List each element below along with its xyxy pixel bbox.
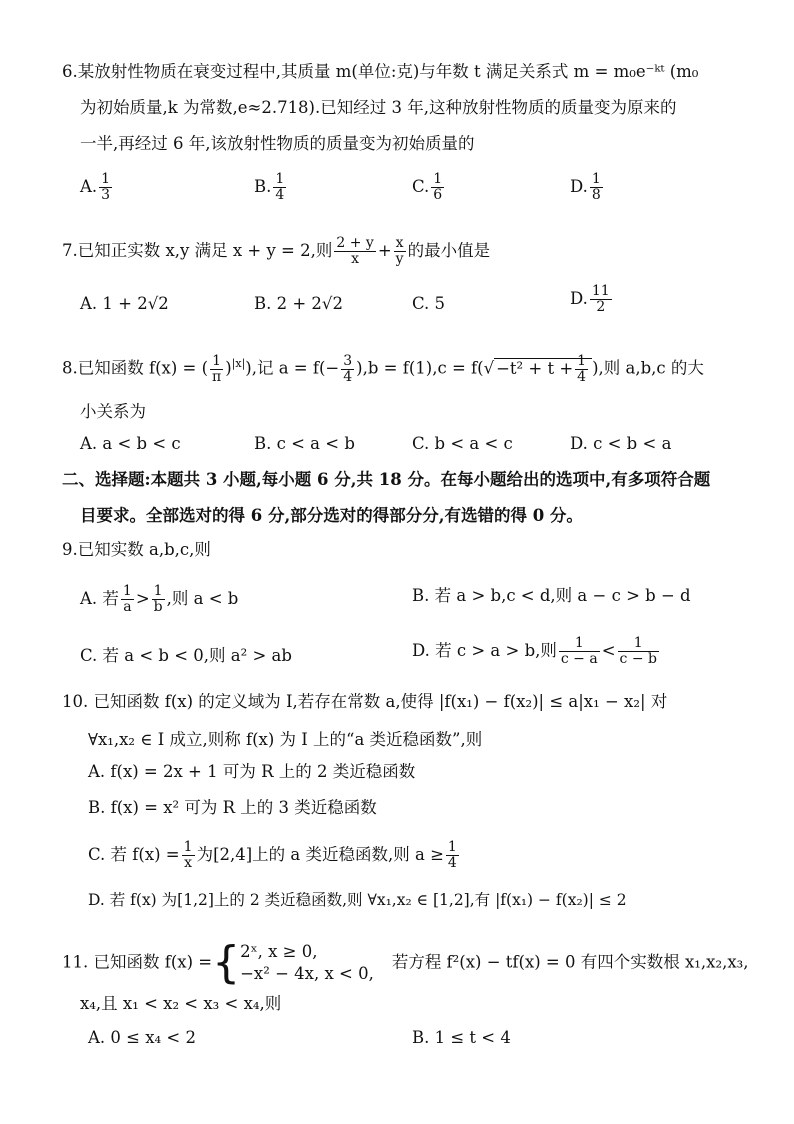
q8-option-a: A. a < b < c (80, 434, 181, 453)
q10-option-d: D. 若 f(x) 为[1,2]上的 2 类近稳函数,则 ∀x₁,x₂ ∈ [1,2],有 |f(x₁) − f(x₂)| ≤ 2 (88, 891, 627, 909)
q6-option-a: A. $\frac{1}{3}$ (80, 171, 111, 203)
q6-option-b: B. $\frac{1}{4}$ (254, 171, 285, 203)
q8-option-b: B. c < a < b (254, 434, 355, 453)
piecewise-brace: { (212, 936, 241, 988)
q8-option-d: D. c < b < a (570, 434, 672, 453)
q7-option-a: A. 1 + 2√2 (80, 294, 169, 313)
q7-option-c: C. 5 (412, 294, 446, 313)
q7-stem: 7.已知正实数 x,y 满足 x + y = 2,则 $\frac{2 + y}{x}$ + $\frac{x}{y}$ 的最小值是 (62, 235, 491, 267)
q10-option-c: C. 若 f(x) = $\frac{1}{x}$ 为[2,4]上的 a 类近稳函数,则 a ≥ $\frac{1}{4}$ (88, 839, 457, 871)
q7-option-b: B. 2 + 2√2 (254, 294, 343, 313)
q8-option-c: C. b < a < c (412, 434, 513, 453)
q7-option-d: D. $\frac{11}{2}$ (570, 283, 610, 315)
q9-stem: 9.已知实数 a,b,c,则 (62, 540, 211, 559)
q10-stem-line2: ∀x₁,x₂ ∈ I 成立,则称 f(x) 为 I 上的“a 类近稳函数”,则 (88, 730, 483, 749)
section-2-heading-line2: 目要求。全部选对的得 6 分,部分选对的得部分分,有选错的得 0 分。 (80, 506, 583, 525)
q6-line1: 6.某放射性物质在衰变过程中,其质量 m(单位:克)与年数 t 满足关系式 m = m₀e⁻ᵏᵗ (m₀ (62, 62, 699, 81)
q10-stem-line1: 10. 已知函数 f(x) 的定义域为 I,若存在常数 a,使得 |f(x₁) − f(x₂)| ≤ a|x₁ − x₂| 对 (62, 692, 668, 711)
q9-option-b: B. 若 a > b,c < d,则 a − c > b − d (412, 586, 691, 605)
q9-option-a: A. 若 $\frac{1}{a}$ > $\frac{1}{b}$ ,则 a < b (80, 583, 239, 615)
q10-option-b: B. f(x) = x² 可为 R 上的 3 类近稳函数 (88, 798, 377, 817)
q11-option-a: A. 0 ≤ x₄ < 2 (88, 1028, 196, 1047)
q11-stem-line1: 11. 已知函数 f(x) ={ 2ˣ, x ≥ 0, −x² − 4x, x < 0, 若方程 f²(x) − tf(x) = 0 有四个实数根 x₁,x₂,x₃, (62, 936, 749, 988)
q6-option-c: C. $\frac{1}{6}$ (412, 171, 443, 203)
q8-stem-line1: 8.已知函数 f(x) = ( $\frac{1}{\pi}$ )$^{|x|}$),记 a = f(− $\frac{3}{4}$ ),b = f(1),c = f(√ −t² + t + $\frac{1}{4}$ ),则 a,b,c 的大 (62, 352, 704, 385)
q10-option-a: A. f(x) = 2x + 1 可为 R 上的 2 类近稳函数 (88, 762, 416, 781)
q11-stem-line2: x₄,且 x₁ < x₂ < x₃ < x₄,则 (80, 994, 282, 1013)
section-2-heading-line1: 二、选择题:本题共 3 小题,每小题 6 分,共 18 分。在每小题给出的选项中,有多项符合题 (62, 470, 711, 489)
q6-line3: 一半,再经过 6 年,该放射性物质的质量变为初始质量的 (80, 134, 475, 153)
q11-option-b: B. 1 ≤ t < 4 (412, 1028, 511, 1047)
q9-option-c: C. 若 a < b < 0,则 a² > ab (80, 646, 292, 665)
q8-stem-line2: 小关系为 (80, 402, 146, 421)
q6-line2: 为初始质量,k 为常数,e≈2.718).已知经过 3 年,这种放射性物质的质量变为原来的 (80, 98, 677, 117)
piecewise-cases: 2ˣ, x ≥ 0, −x² − 4x, x < 0, (240, 941, 374, 983)
q6-option-d: D. $\frac{1}{8}$ (570, 171, 601, 203)
q9-option-d: D. 若 c > a > b,则 $\frac{1}{c - a}$ < $\frac{1}{c - b}$ (412, 635, 657, 667)
